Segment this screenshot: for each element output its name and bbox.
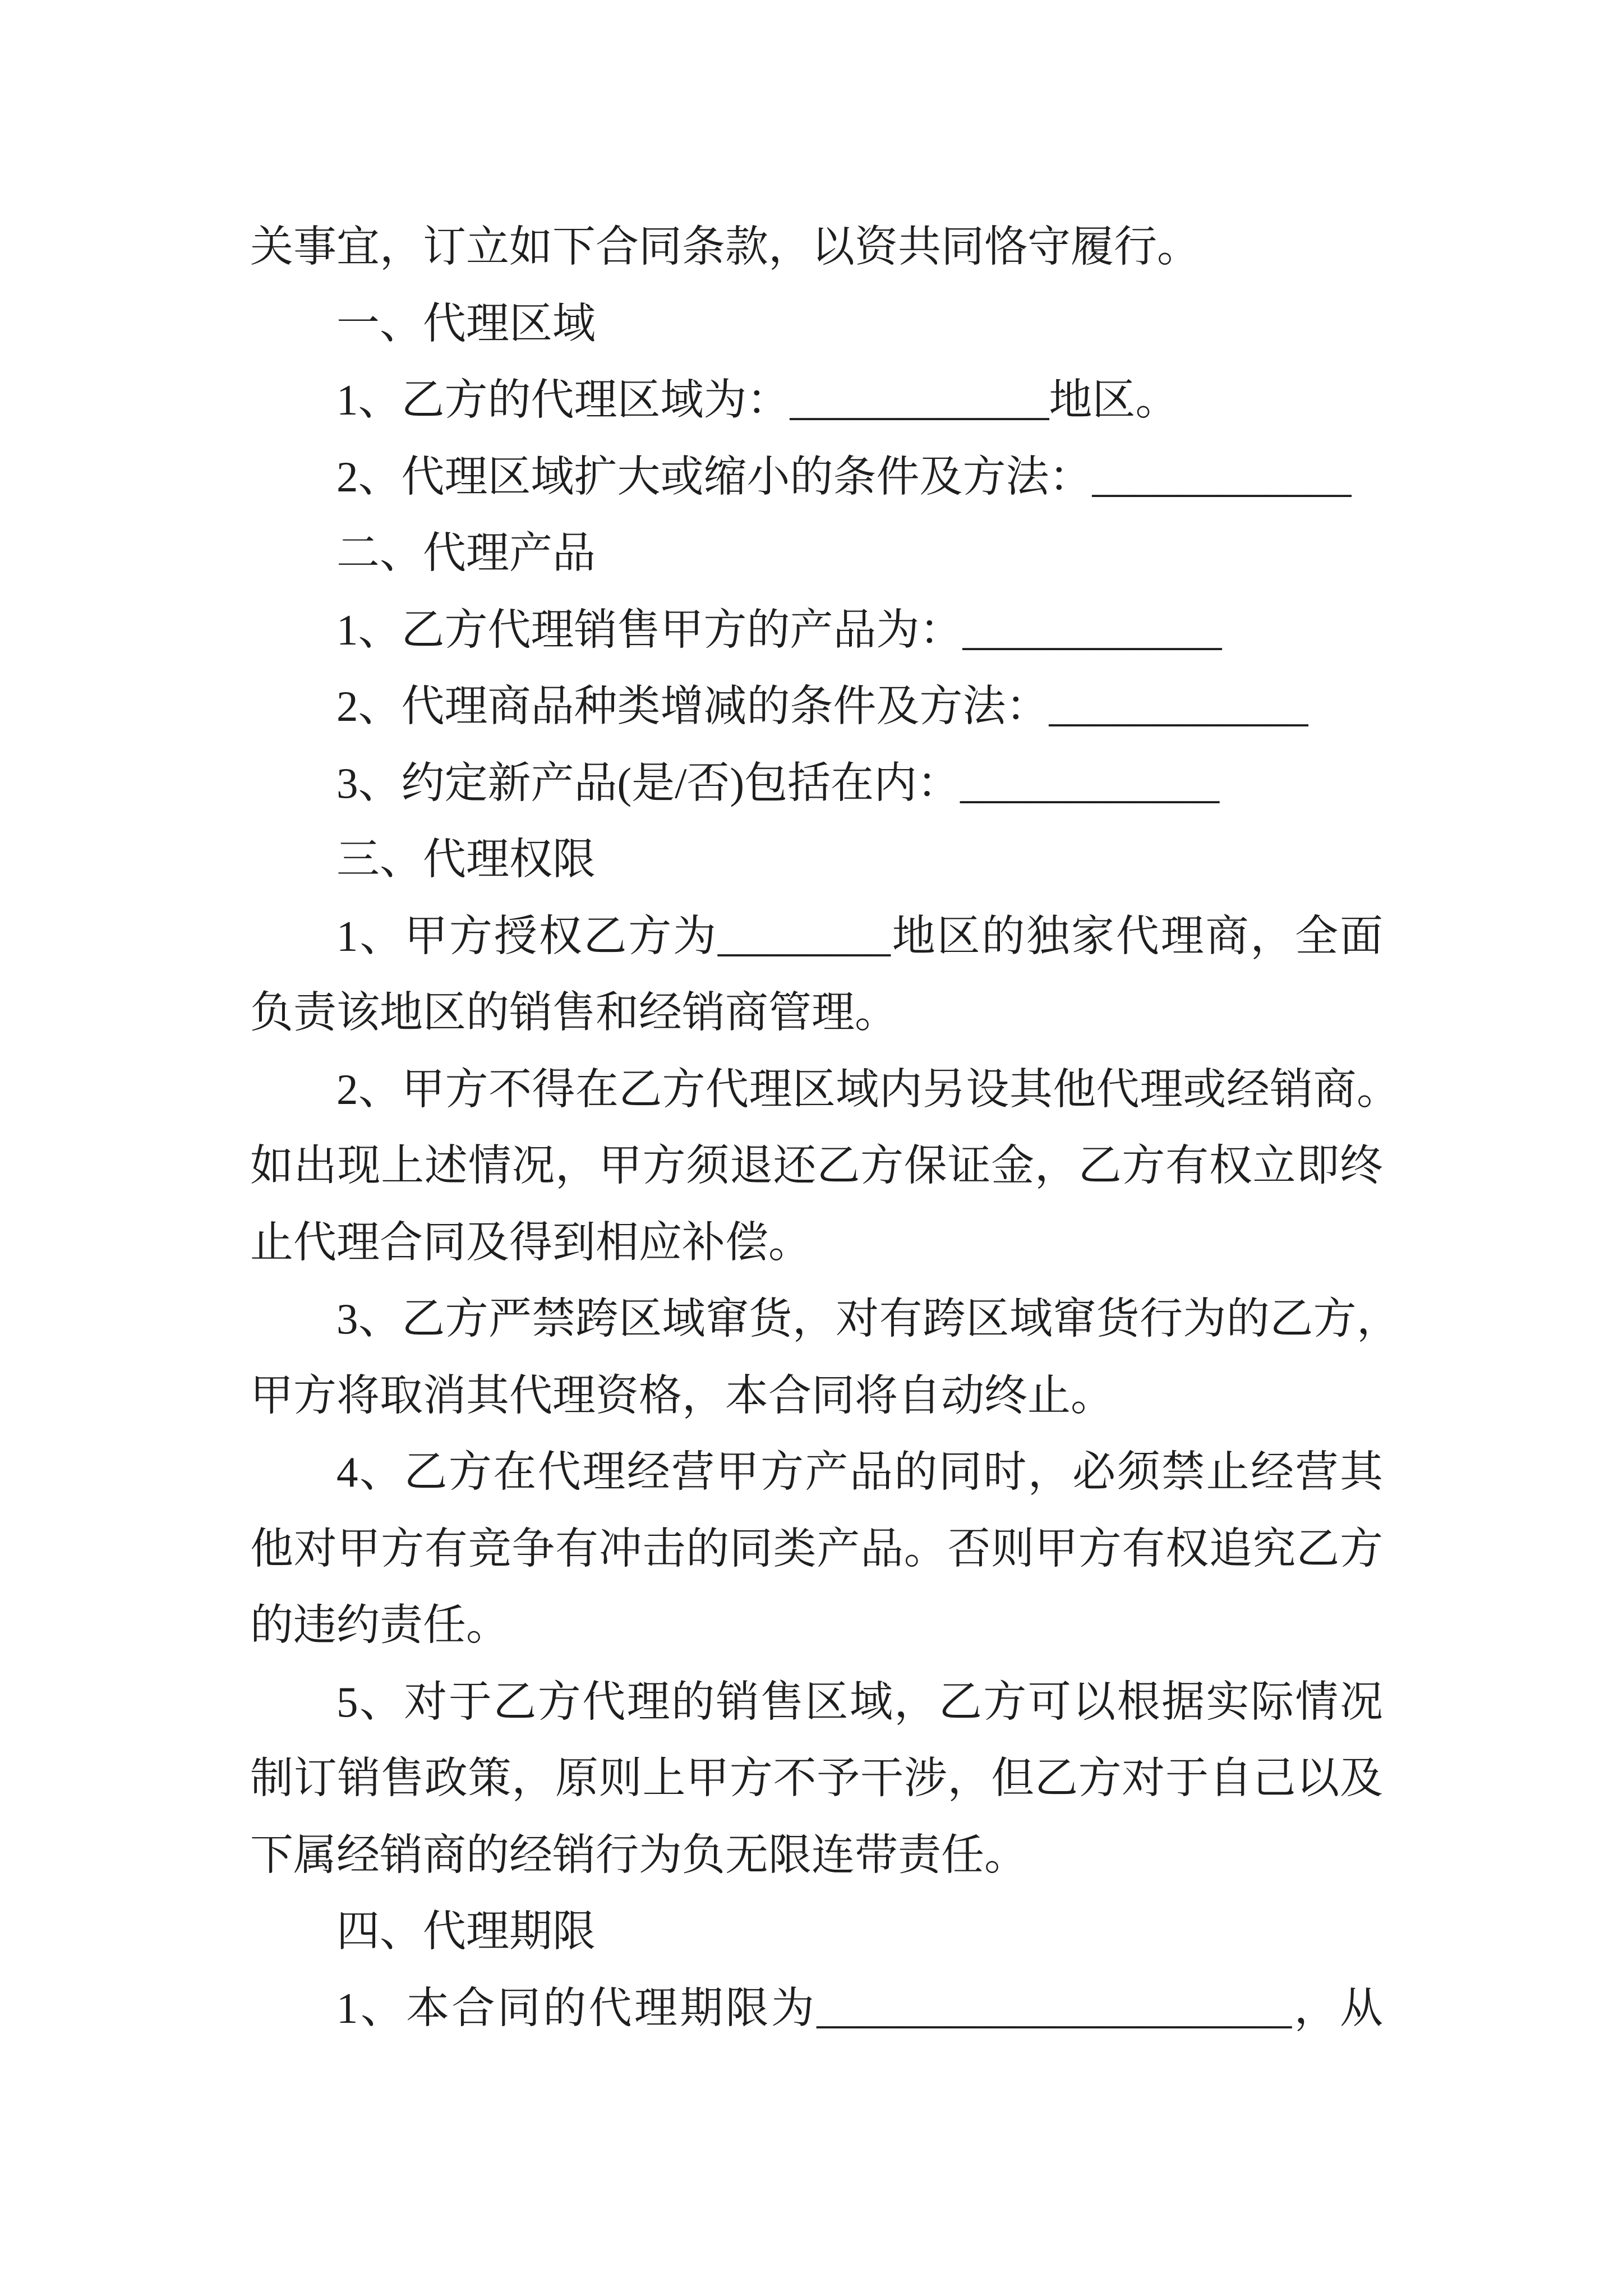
clause-paragraph (250, 898, 1383, 1051)
continued-paragraph (250, 209, 1383, 286)
clause-paragraph (250, 439, 1383, 516)
section-heading-text: 四、代理期限 (336, 1907, 596, 1955)
section-heading-text: 一、代理区域 (336, 299, 596, 348)
clause-paragraph (250, 1051, 1400, 1281)
paragraph-line: 1、甲方授权乙方为________地区的独家代理商，全面 (336, 912, 1383, 960)
paragraph-line: 下属经销商的经销行为负无限连带责任。 (250, 1830, 1027, 1879)
paragraph-line: 1、本合同的代理期限为______________________，从 (336, 1984, 1383, 2032)
paragraph-line: 甲方将取消其代理资格，本合同将自动终止。 (250, 1371, 1114, 1420)
clause-paragraph (250, 1970, 1383, 2047)
clause-paragraph (250, 745, 1383, 822)
section-heading-agency-area (250, 286, 1383, 362)
paragraph-line: 止代理合同及得到相应补偿。 (250, 1218, 811, 1267)
paragraph-line: 1、乙方的代理区域为：____________地区。 (336, 376, 1179, 424)
paragraph-line: 2、代理区域扩大或缩小的条件及方法：____________ (336, 452, 1352, 501)
paragraph-line: 1、乙方代理销售甲方的产品为：____________ (336, 605, 1222, 654)
section-heading-text: 三、代理权限 (336, 835, 596, 884)
paragraph-line: 如出现上述情况，甲方须退还乙方保证金，乙方有权立即终 (250, 1142, 1383, 1190)
paragraph-line: 5、对于乙方代理的销售区域，乙方可以根据实际情况 (336, 1677, 1383, 1726)
clause-paragraph (250, 668, 1383, 745)
section-heading-text: 二、代理产品 (336, 529, 596, 577)
document-body (250, 209, 1400, 2046)
paragraph-line: 关事宜，订立如下合同条款，以资共同恪守履行。 (250, 223, 1200, 271)
clause-paragraph (250, 1434, 1383, 1664)
paragraph-line: 他对甲方有竞争有冲击的同类产品。否则甲方有权追究乙方 (250, 1524, 1383, 1573)
paragraph-line: 4、乙方在代理经营甲方产品的同时，必须禁止经营其 (336, 1448, 1383, 1496)
clause-paragraph (250, 1281, 1400, 1434)
paragraph-line: 2、代理商品种类增减的条件及方法：____________ (336, 682, 1308, 730)
paragraph-line: 制订销售政策，原则上甲方不予干涉，但乙方对于自己以及 (250, 1754, 1383, 1802)
paragraph-line: 负责该地区的销售和经销商管理。 (250, 988, 898, 1037)
clause-paragraph (250, 362, 1383, 439)
paragraph-line: 3、约定新产品(是/否)包括在内：____________ (336, 758, 1220, 807)
paragraph-line: 的违约责任。 (250, 1601, 509, 1649)
clause-paragraph (250, 1664, 1383, 1894)
section-heading-agency-term (250, 1893, 1383, 1970)
clause-paragraph (250, 592, 1383, 669)
paragraph-line: 3、乙方严禁跨区域窜货，对有跨区域窜货行为的乙方， (336, 1295, 1400, 1343)
section-heading-agency-products (250, 515, 1383, 592)
section-heading-agency-authority (250, 821, 1383, 898)
paragraph-line: 2、甲方不得在乙方代理区域内另设其他代理或经销商。 (336, 1065, 1400, 1114)
